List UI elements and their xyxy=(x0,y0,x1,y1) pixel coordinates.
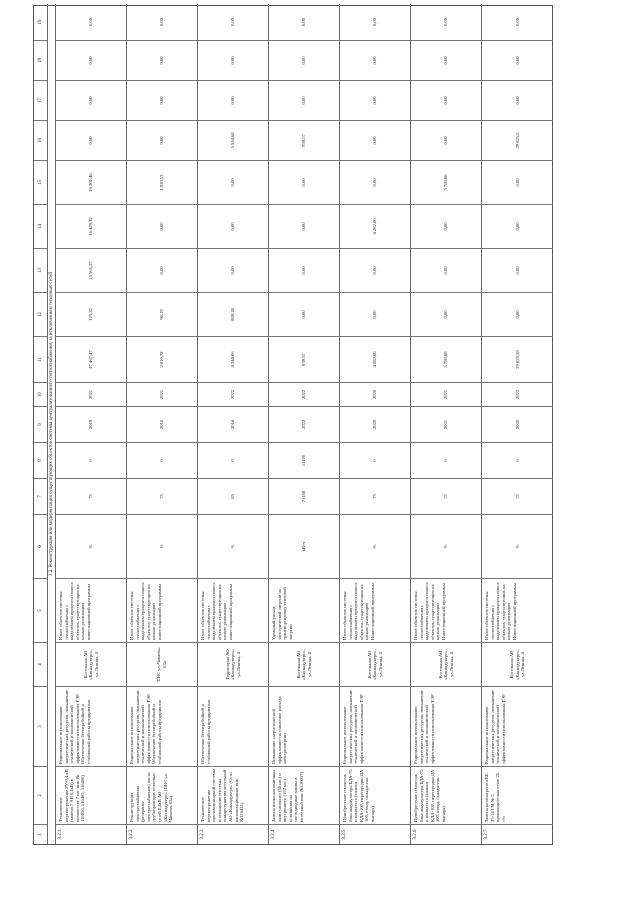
cell-num: 3.2.7 xyxy=(482,824,553,844)
col-12: 12 xyxy=(34,292,47,336)
cell-v13: 0,00 xyxy=(411,248,481,292)
cell-v10: 2021 xyxy=(127,382,197,406)
cell-v14: 4 282,80 xyxy=(340,204,410,248)
cell-num: 3.2.5 xyxy=(340,824,410,844)
cell-goal: Рациональное использование энергетических ресурсов, повышение технической и экономической эффективности использования ТЭР xyxy=(340,686,410,766)
cell-unit: % xyxy=(411,514,481,578)
cell-v14: 0,00 xyxy=(269,204,339,248)
cell-v8: 11160 xyxy=(269,442,339,478)
cell-goal: Рациональное использование энергетических ресурсов, повышение технической и экономической эффективности использования ТЭР. Обеспечение бесперебойной и стабильной работы предприятия xyxy=(56,686,126,766)
cell-v18: 0,00 xyxy=(340,40,410,80)
cell-v16: 0,00 xyxy=(340,120,410,160)
col-11: 11 xyxy=(34,336,47,382)
cell-v10: 2021 xyxy=(56,382,126,406)
cell-v7: 75 xyxy=(56,478,126,514)
cell-v14: 0,00 xyxy=(482,204,553,248)
cell-name: Техническое перевооружение противопожарной системы и оснащение системы пожаротушения котельной АО «Какнадуверо» (Сети канализационные инв. №116411) xyxy=(198,766,268,824)
cell-v15: 0,00 xyxy=(340,160,410,204)
cell-location: Котельная АО «Какнадуверо», ул.Ленина, 4 xyxy=(482,642,553,686)
cell-v18: 0,00 xyxy=(56,40,126,80)
cell-location: Территория АО «Какнадуверо», ул.Ленина, 4 xyxy=(198,642,268,686)
cell-v9: 2016 xyxy=(127,406,197,442)
cell-v10: 2022 xyxy=(482,382,553,406)
cell-name: Реконструкция электроснабжения (резервное электроснабжение) части трубопроводов тепловых сетей 0,4кВ АО «Какнадуверо» (ПНС ул. Чапаева, 63а) xyxy=(127,766,197,824)
cell-v9: 2016 xyxy=(198,406,268,442)
cell-unit: % xyxy=(340,514,410,578)
cell-v19: 0,00 xyxy=(230,17,236,27)
cell-v9: 2021 xyxy=(411,406,481,442)
table-row xyxy=(198,4,269,844)
cell-unit: % xyxy=(127,514,197,578)
cell-goal: Рациональное использование энергетических ресурсов, повышение технической и экономической эффективности использования ТЭР xyxy=(411,686,481,766)
cell-v11: 939,57 xyxy=(269,336,339,382)
cell-v12: 90,19 xyxy=(127,292,197,336)
cell-v16: 939,57 xyxy=(269,120,339,160)
cell-v10: 2021 xyxy=(411,382,481,406)
cell-v13: 0,00 xyxy=(198,248,268,292)
cell-v15: 1 920,53 xyxy=(127,160,197,204)
cell-v17: 0,00 xyxy=(411,80,481,120)
col-5: 5 xyxy=(34,578,47,642)
col-10: 10 xyxy=(34,382,47,406)
cell-v19: 0,00 xyxy=(159,17,165,27)
cell-v12: 0,00 xyxy=(269,292,339,336)
cell-v17: 0,00 xyxy=(198,80,268,120)
table-row xyxy=(482,4,553,844)
cell-v11: 5 780,88 xyxy=(411,336,481,382)
cell-v8: 0 xyxy=(56,442,126,478)
table-row xyxy=(411,4,482,844)
cell-v18: 0,00 xyxy=(269,40,339,80)
cell-v13: 15 565,57 xyxy=(56,248,126,292)
cell-v7: 75 xyxy=(340,478,410,514)
cell-name: Замена низкоэкономичных ламп уличного (50 шт.) и внутреннего (162 шт.) освещения на светодиодные лампы в котельной инв. №120017) xyxy=(269,766,339,824)
col-16: 16 xyxy=(34,120,47,160)
cell-v8: 0 xyxy=(340,442,410,478)
col-3: 3 xyxy=(34,686,47,766)
cell-v10: 2022 xyxy=(269,382,339,406)
col-14: 14 xyxy=(34,204,47,248)
cell-v9: 2020 xyxy=(482,406,553,442)
table-row xyxy=(56,4,127,844)
cell-v13: 0,00 xyxy=(269,248,339,292)
table-row xyxy=(340,4,411,844)
cell-v16: 0,00 xyxy=(411,120,481,160)
cell-v19: 0,00 xyxy=(301,17,307,27)
cell-indicator: Износ объектов системы теплоснабжения с выделением процента износа объектов, существующих на начало реализации инвестиционной программы xyxy=(56,578,126,642)
cell-indicator: Износ объектов системы теплоснабжения с выделением процента износа объектов, существующих на начало реализации инвестиционной программы xyxy=(127,578,197,642)
cell-v17: 0,00 xyxy=(340,80,410,120)
cell-num: 3.2.6 xyxy=(411,824,481,844)
cell-v16: 0,00 xyxy=(56,120,126,160)
cell-v16: 3 534,68 xyxy=(198,120,268,160)
investment-table xyxy=(33,5,553,845)
table-row xyxy=(127,4,198,844)
cell-unit: % xyxy=(198,514,268,578)
cell-v11: 29 825,59 xyxy=(482,336,553,382)
cell-v14: 0,00 xyxy=(411,204,481,248)
cell-num: 3.2.1 xyxy=(56,824,126,844)
cell-v8: 0 xyxy=(411,442,481,478)
cell-location: Котельная АО «Какнадуверо», ул.Ленина, 4 xyxy=(411,642,481,686)
cell-v19: 0,00 xyxy=(514,17,520,27)
cell-unit: % xyxy=(56,514,126,578)
cell-v14: 0,00 xyxy=(198,204,268,248)
col-15: 15 xyxy=(34,160,47,204)
col-4: 4 xyxy=(34,642,47,686)
cell-v16: 0,00 xyxy=(127,120,197,160)
cell-indicator: Износ объектов системы теплоснабжения с выделением процента износа объектов, существующих на начало реализации Инвестиционной программы xyxy=(482,578,553,642)
cell-v7: 75 xyxy=(482,478,553,514)
cell-location: ПНС ул. Чапаева, 63а xyxy=(127,642,197,686)
cell-v8: 0 xyxy=(482,442,553,478)
cell-num: 3.2.3 xyxy=(198,824,268,844)
cell-name: Приобретение и монтаж бака аккумулятора БДА-75 и комплекта (клапан КДА-100, перегородки ДА 100, отвод, охладитель выпара) xyxy=(340,766,410,824)
cell-v7: 75 xyxy=(411,478,481,514)
cell-goal: Повышение энергетической эффективности, снижение расхода электроэнергии xyxy=(269,686,339,766)
cell-indicator: Удельный расход электрической энергии на транспортировку тепловой энергии xyxy=(269,578,339,642)
cell-v15: 5 780,88 xyxy=(411,160,481,204)
cell-num: 3.2.2 xyxy=(127,824,197,844)
cell-v9: 2022 xyxy=(269,406,339,442)
cell-name: Приобретение и монтаж бака аккумулятора БДА-75 и комплекта (клапан КДА-100, перегородки ДА 100, отвод, охладитель выпара) xyxy=(411,766,481,824)
cell-v11: 2 010,72 xyxy=(127,336,197,382)
cell-v19: 0,00 xyxy=(443,17,449,27)
cell-v11: 47 467,47 xyxy=(56,336,126,382)
cell-v15: 0,00 xyxy=(482,160,553,204)
cell-v12: 123,32 xyxy=(56,292,126,336)
col-2: 2 xyxy=(34,766,47,824)
cell-location: Котельная АО «Какнадуверо», ул.Ленина, 4 xyxy=(269,642,339,686)
cell-v18: 0,00 xyxy=(127,40,197,80)
cell-name: Замена котлоагрегата КЕ 25-14 ГМ № 5, производительностью 25 т/ч xyxy=(482,766,553,824)
cell-v19: 0,00 xyxy=(88,17,94,27)
cell-v19: 0,00 xyxy=(372,17,378,27)
cell-v9: 2020 xyxy=(340,406,410,442)
cell-v12: 0,00 xyxy=(340,292,410,336)
cell-v9: 2019 xyxy=(56,406,126,442)
cell-unit: % xyxy=(482,514,553,578)
cell-goal: Обеспечение бесперебойной и стабильной работы предприятия xyxy=(198,686,268,766)
col-17: 17 xyxy=(34,80,47,120)
cell-goal: Рациональное использование энергетических ресурсов, повышение технической и экономической эффективности использования ТЭР. Обеспечение бесперебойной и стабильной работы предприятия xyxy=(127,686,197,766)
col-9: 9 xyxy=(34,406,47,442)
cell-v17: 0,00 xyxy=(482,80,553,120)
cell-v10: 2022 xyxy=(198,382,268,406)
cell-v8: 0 xyxy=(198,442,268,478)
cell-name: Техническое перевооружение РУ-0,4 кВ (замена 7 АВ 0,4кВ) в количестве 7 шт. инв. № 116056, 116465, 116466) xyxy=(56,766,126,824)
section-title: 3.2. Реконструкция или модернизация существующих объектов системы централизованного теплоснабжения, за исключением тепловых сетей xyxy=(48,4,56,844)
col-8: 8 xyxy=(34,442,47,478)
column-number-header xyxy=(34,4,48,844)
col-13: 13 xyxy=(34,248,47,292)
cell-indicator: Износ объектов системы теплоснабжения с выделением процента износа объектов, существующих на начало реализации инвестиционной программы xyxy=(198,578,268,642)
cell-v14: 15 429,32 xyxy=(56,204,126,248)
cell-v13: 0,00 xyxy=(127,248,197,292)
cell-goal: Рациональное использование энергетических ресурсов, повышение технической и экономической эффективности использования ТЭР xyxy=(482,686,553,766)
cell-num: 3.2.4 xyxy=(269,824,339,844)
cell-v13: 0,00 xyxy=(482,248,553,292)
cell-v15: 16 301,46 xyxy=(56,160,126,204)
col-1: 1 xyxy=(34,824,47,844)
cell-location: Котельная АО «Какнадуверо», ул.Ленина, 4 xyxy=(56,642,126,686)
cell-v14: 0,00 xyxy=(127,204,197,248)
cell-v13: 0,00 xyxy=(340,248,410,292)
cell-v12: 809,38 xyxy=(198,292,268,336)
cell-v15: 0,00 xyxy=(269,160,339,204)
col-19: 19 xyxy=(37,19,43,25)
cell-v11: 4 282,80 xyxy=(340,336,410,382)
cell-v12: 0,00 xyxy=(411,292,481,336)
cell-v17: 0,00 xyxy=(127,80,197,120)
cell-v11: 4 344,06 xyxy=(198,336,268,382)
cell-v8: 0 xyxy=(127,442,197,478)
cell-v17: 0,00 xyxy=(56,80,126,120)
cell-v18: 0,00 xyxy=(198,40,268,80)
col-6: 6 xyxy=(34,514,47,578)
cell-v7: 71188 xyxy=(269,478,339,514)
cell-indicator: Износ объектов системы теплоснабжения с выделением процента износа объектов, существующих на начало реализации Инвестиционной программы xyxy=(411,578,481,642)
cell-v18: 0,00 xyxy=(411,40,481,80)
col-18: 18 xyxy=(34,40,47,80)
cell-v7: 85 xyxy=(198,478,268,514)
cell-v7: 75 xyxy=(127,478,197,514)
cell-location: Котельная АО «Какнадуверо», ул.Ленина, 4 xyxy=(340,642,410,686)
cell-v10: 2020 xyxy=(340,382,410,406)
col-7: 7 xyxy=(34,478,47,514)
table-row xyxy=(269,4,340,844)
cell-v15: 0,00 xyxy=(198,160,268,204)
cell-unit: кВтч xyxy=(269,514,339,578)
cell-v12: 0,00 xyxy=(482,292,553,336)
cell-v16: 29 825,5 xyxy=(482,120,553,160)
cell-indicator: Износ объектов системы теплоснабжения с выделением процента износа объектов, существующих на начало реализации Инвестиционной программы xyxy=(340,578,410,642)
cell-v17: 0,00 xyxy=(269,80,339,120)
cell-v18: 0,00 xyxy=(482,40,553,80)
